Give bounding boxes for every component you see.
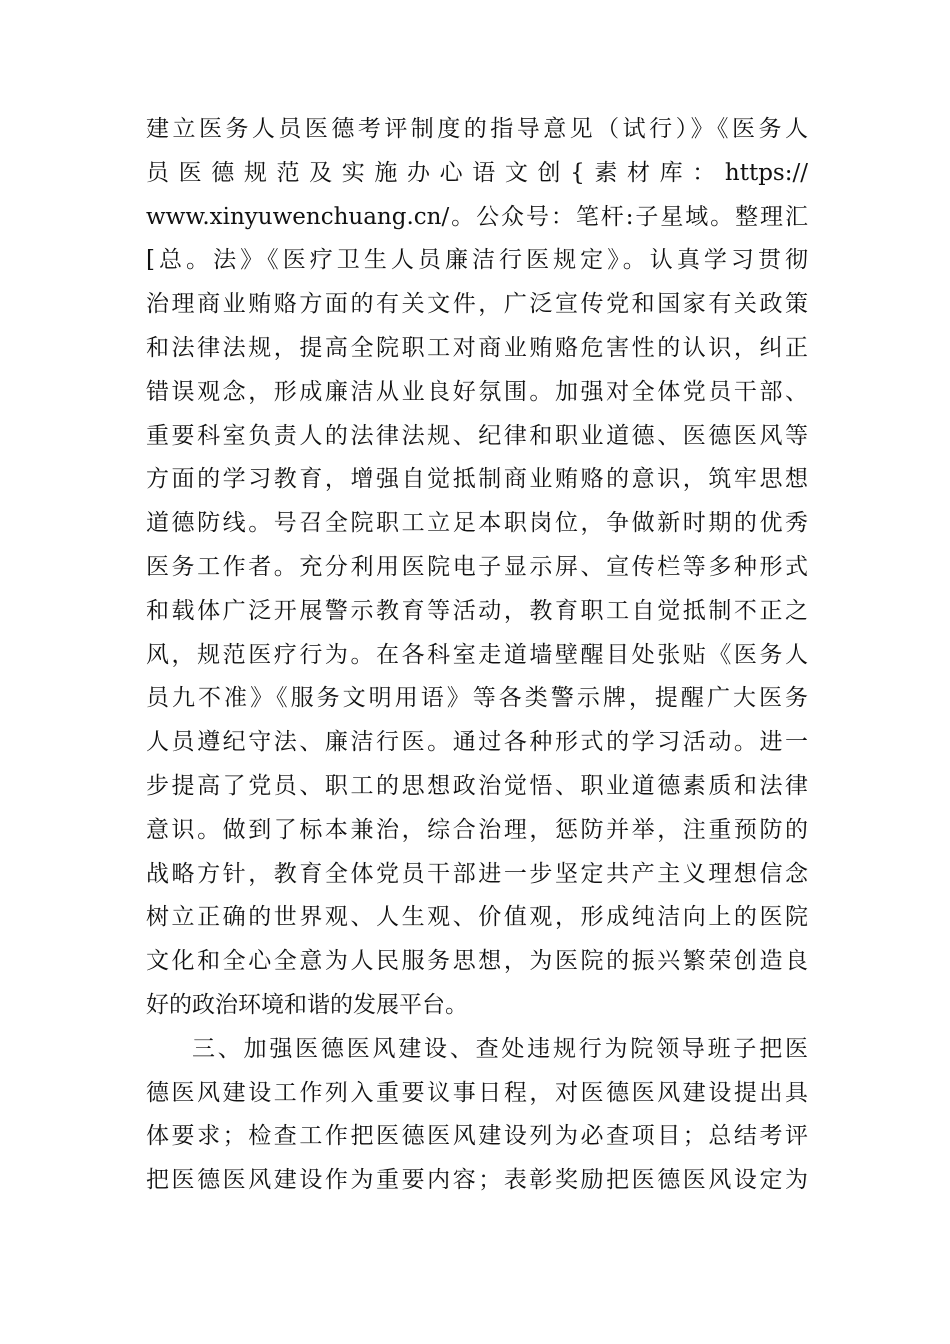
text-line: 三、加强医德医风建设、查处违规行为院领导班子把医 (192, 1035, 808, 1062)
text-line: 医务工作者。充分利用医院电子显示屏、宣传栏等多种形式 (146, 553, 808, 580)
text-line: 员九不准》《服务文明用语》等各类警示牌，提醒广大医务 (146, 685, 808, 712)
paragraph-2 (146, 1028, 808, 1203)
text-line: www.xinyuwenchuang.cn/。公众号：笔杆:子星域。整理汇 (146, 203, 808, 230)
text-line: 错误观念，形成廉洁从业良好氛围。加强对全体党员干部、 (146, 378, 808, 405)
text-line: 重要科室负责人的法律法规、纪律和职业道德、医德医风等 (146, 422, 808, 449)
text-line: 步提高了党员、职工的思想政治觉悟、职业道德素质和法律 (146, 772, 808, 799)
text-line: 体要求；检查工作把医德医风建设列为必查项目；总结考评 (146, 1123, 808, 1150)
text-line: 文化和全心全意为人民服务思想，为医院的振兴繁荣创造良 (146, 948, 808, 975)
text-line: 和法律法规，提高全院职工对商业贿赂危害性的认识，纠正 (146, 334, 808, 361)
text-line: 风，规范医疗行为。在各科室走道墙壁醒目处张贴《医务人 (146, 641, 808, 668)
text-line: 和载体广泛开展警示教育等活动，教育职工自觉抵制不正之 (146, 597, 808, 624)
text-line: 意识。做到了标本兼治，综合治理，惩防并举，注重预防的 (146, 816, 808, 843)
text-line: 德医风建设工作列入重要议事日程，对医德医风建设提出具 (146, 1079, 808, 1106)
text-line: [总。法》《医疗卫生人员廉洁行医规定》。认真学习贯彻 (146, 247, 808, 274)
text-line: 建立医务人员医德考评制度的指导意见（试行）》《医务人 (146, 116, 808, 142)
text-line: 好的政治环境和谐的发展平台。 (146, 991, 468, 1018)
text-line: 战略方针，教育全体党员干部进一步坚定共产主义理想信念 (146, 860, 808, 887)
document-body (146, 108, 808, 1203)
text-line: 方面的学习教育，增强自觉抵制商业贿赂的意识，筑牢思想 (146, 466, 808, 493)
text-line: 人员遵纪守法、廉洁行医。通过各种形式的学习活动。进一 (146, 729, 808, 756)
text-line: 员医德规范及实施办心语文创{素材库：https:// (146, 159, 808, 186)
text-line: 把医德医风建设作为重要内容；表彰奖励把医德医风设定为 (146, 1167, 808, 1194)
paragraph-1 (146, 108, 808, 1028)
text-line: 道德防线。号召全院职工立足本职岗位，争做新时期的优秀 (146, 510, 808, 537)
text-line: 树立正确的世界观、人生观、价值观，形成纯洁向上的医院 (146, 904, 808, 931)
text-line: 治理商业贿赂方面的有关文件，广泛宣传党和国家有关政策 (146, 291, 808, 318)
